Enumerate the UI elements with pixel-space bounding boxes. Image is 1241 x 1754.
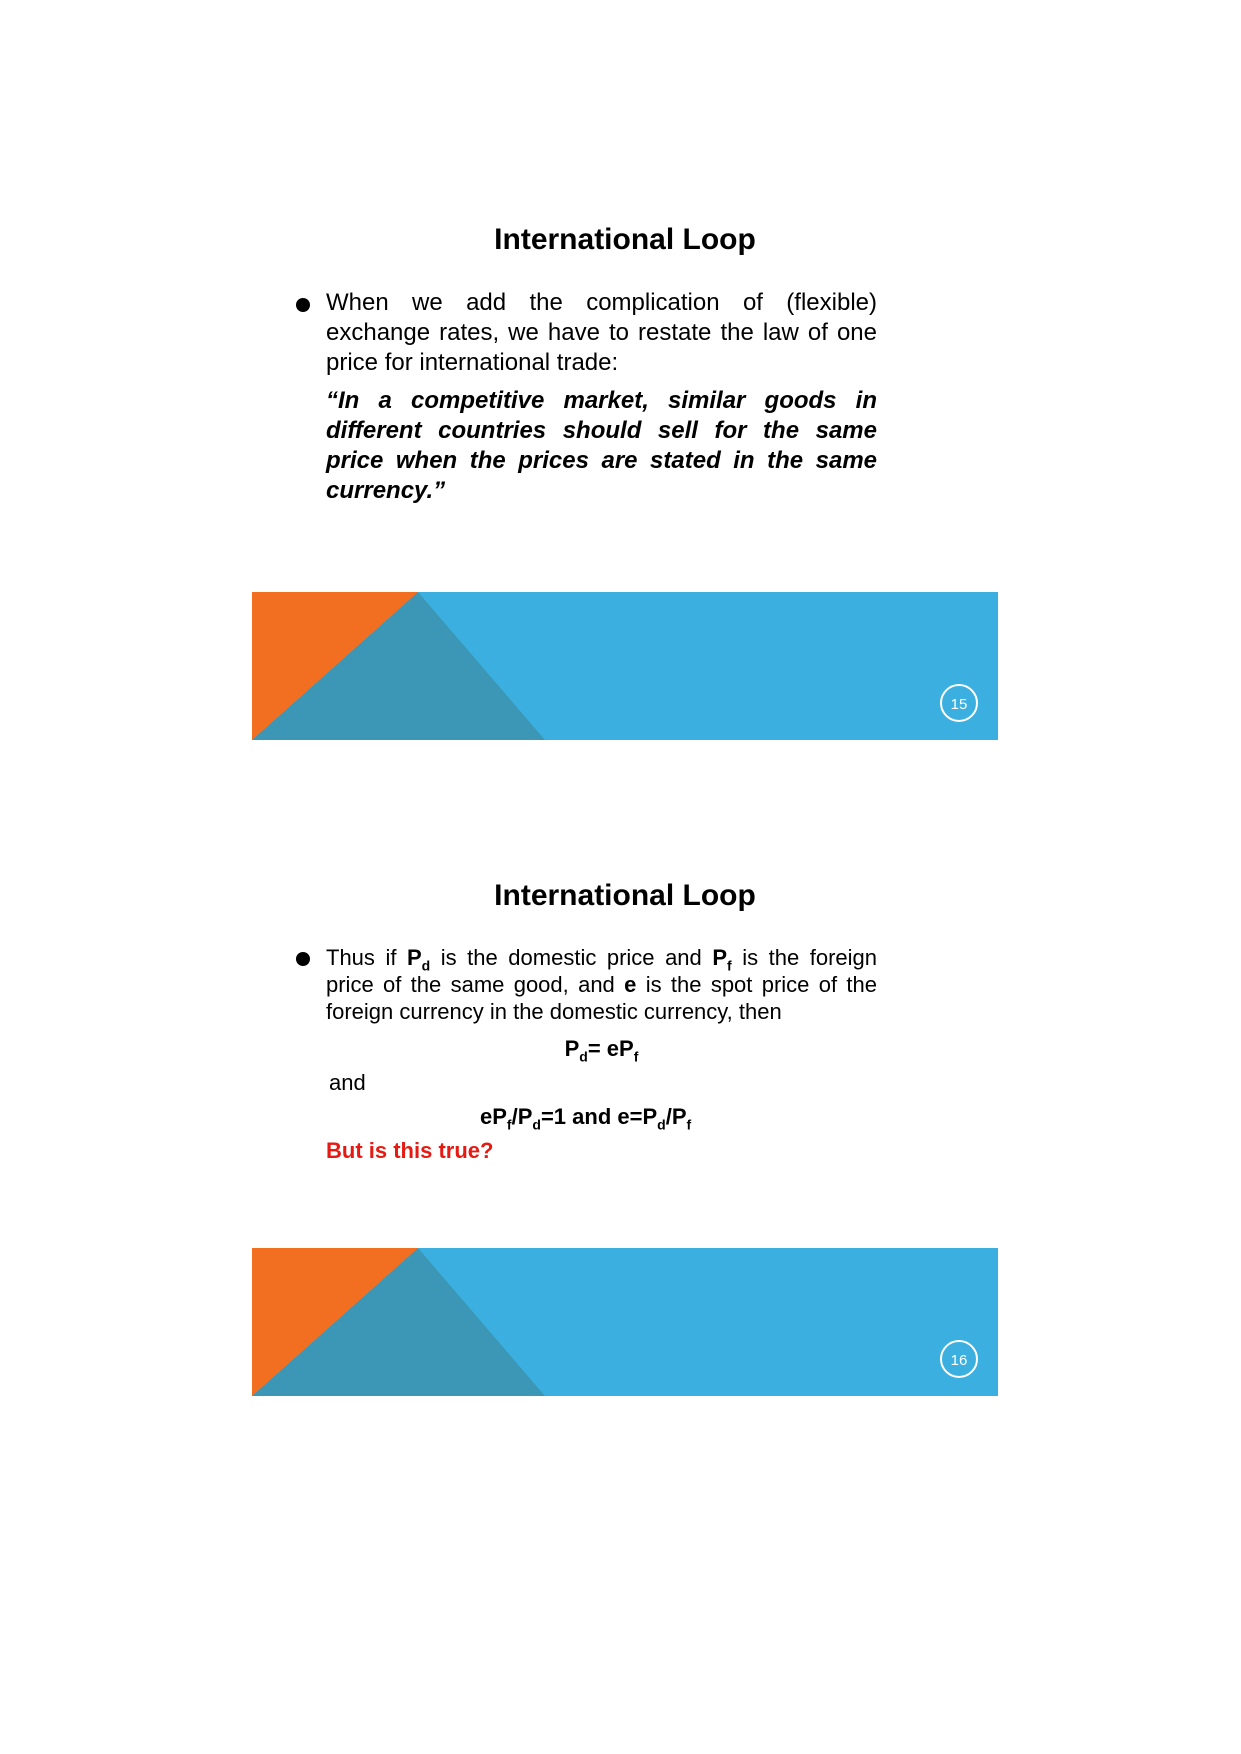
- bullet-item: [326, 288, 877, 378]
- slide-body: [326, 288, 877, 506]
- slide-title: International Loop: [494, 223, 756, 256]
- eq-subscript: f: [686, 1116, 692, 1133]
- eq-subscript: d: [532, 1116, 541, 1133]
- slide-title: International Loop: [494, 879, 756, 912]
- eq-part: P: [564, 1036, 580, 1061]
- domestic-price-symbol: [406, 945, 431, 974]
- exchange-rate-symbol: e: [624, 972, 637, 997]
- eq-part: =1 and e=P: [540, 1104, 658, 1129]
- slide-body: [326, 944, 877, 1165]
- symbol-main: P: [406, 945, 422, 970]
- eq-subscript: f: [506, 1116, 512, 1133]
- bullet-text-part: is the spot price of the foreign currency in the domestic currency, then: [326, 972, 877, 1024]
- slide-footer-banner: [252, 592, 998, 740]
- eq-subscript: d: [657, 1116, 666, 1133]
- question-text: But is this true?: [326, 1138, 494, 1163]
- bullet-dot-icon: [296, 298, 310, 312]
- banner-graphic: [252, 592, 998, 740]
- foreign-price-symbol: [712, 945, 732, 974]
- bullet-text-part: is the domestic price and: [430, 945, 713, 970]
- page-number-badge: 16: [940, 1340, 978, 1378]
- page-number-badge: 15: [940, 684, 978, 722]
- equation-pd-equals-epf: [326, 1035, 877, 1063]
- equation-ratio: [326, 1103, 877, 1131]
- eq-part: /P: [511, 1104, 533, 1129]
- bullet-item: [326, 944, 877, 1025]
- bullet-dot-icon: [296, 952, 310, 966]
- eq-subscript: f: [633, 1048, 639, 1065]
- and-label: and: [329, 1070, 366, 1095]
- banner-graphic: [252, 1248, 998, 1396]
- slide-16: [252, 866, 998, 1396]
- bullet-text-part: is the foreign price of the same good, and: [326, 945, 877, 997]
- eq-part: = eP: [587, 1036, 634, 1061]
- law-of-one-price-quote: “In a competitive market, similar goods in different countries should sell for the same price when the prices are stated in the same currency.”: [326, 387, 877, 504]
- slide-15: [252, 210, 998, 740]
- symbol-main: P: [712, 945, 727, 970]
- symbol-subscript: f: [727, 957, 732, 974]
- bullet-text: When we add the complication of (flexible) exchange rates, we have to restate the law of one price for international trade:: [326, 289, 877, 376]
- slide-footer-banner: [252, 1248, 998, 1396]
- eq-part: eP: [480, 1104, 507, 1129]
- eq-part: /P: [665, 1104, 687, 1129]
- symbol-subscript: d: [421, 957, 431, 974]
- bullet-text-part: Thus if: [326, 945, 407, 970]
- eq-subscript: d: [579, 1048, 588, 1065]
